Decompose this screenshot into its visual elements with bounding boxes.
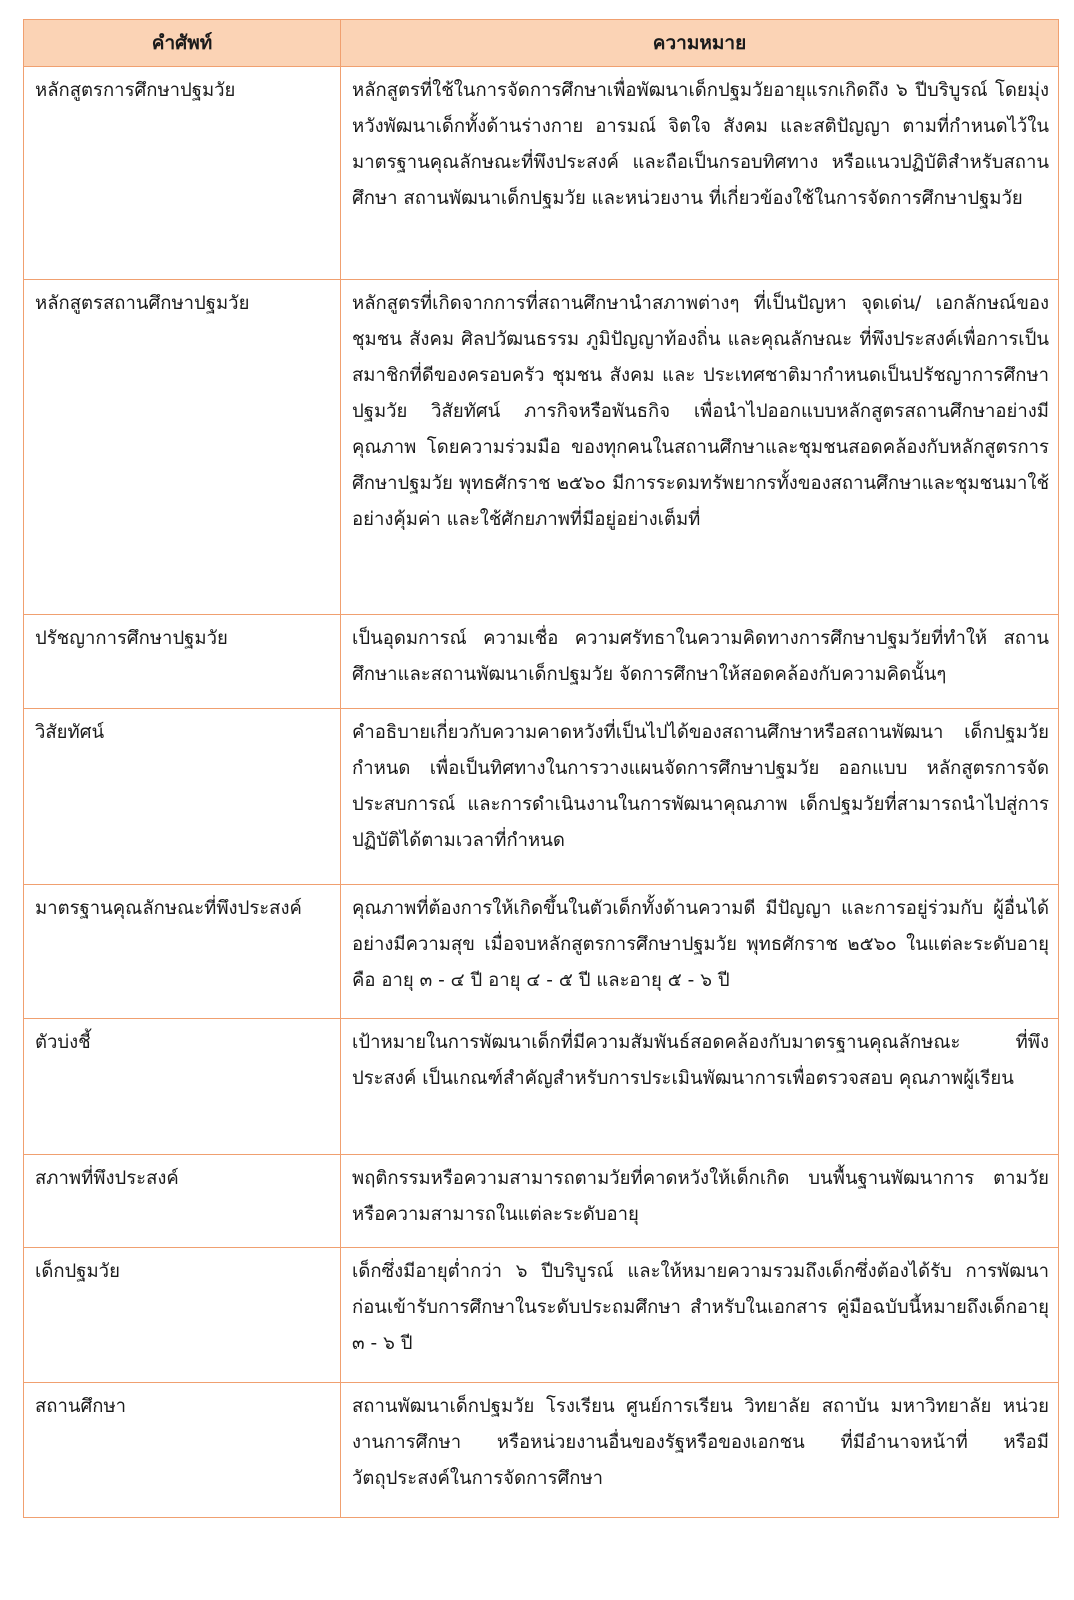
table-row	[24, 885, 1059, 1019]
term-cell: ตัวบ่งชี้	[24, 1019, 341, 1155]
table-header	[24, 20, 1059, 67]
definition-cell: หลักสูตรที่ใช้ในการจัดการศึกษาเพื่อพัฒนาเด็กปฐมวัยอายุแรกเกิดถึง ๖ ปีบริบูรณ์ โดยมุ่งหวังพัฒนาเด็กทั้งด้านร่างกาย อารมณ์ จิตใจ สังคม และสติปัญญา ตามที่กำหนดไว้ในมาตรฐานคุณลักษณะที่พึงประสงค์ และถือเป็นกรอบทิศทาง หรือแนวปฏิบัติสำหรับสถานศึกษา สถานพัฒนาเด็กปฐมวัย และหน่วยงาน ที่เกี่ยวข้องใช้ในการจัดการศึกษาปฐมวัย	[341, 67, 1059, 280]
table-row	[24, 1155, 1059, 1248]
table-row	[24, 615, 1059, 709]
table-row	[24, 1248, 1059, 1383]
term-cell: มาตรฐานคุณลักษณะที่พึงประสงค์	[24, 885, 341, 1019]
definition-cell: คำอธิบายเกี่ยวกับความคาดหวังที่เป็นไปได้ของสถานศึกษาหรือสถานพัฒนา เด็กปฐมวัยกำหนด เพื่อเป็นทิศทางในการวางแผนจัดการศึกษาปฐมวัย ออกแบบ หลักสูตรการจัดประสบการณ์ และการดำเนินงานในการพัฒนาคุณภาพ เด็กปฐมวัยที่สามารถนำไปสู่การปฏิบัติได้ตามเวลาที่กำหนด	[341, 709, 1059, 885]
term-column-header: คำศัพท์	[24, 20, 341, 67]
definition-column-header: ความหมาย	[341, 20, 1059, 67]
term-cell: เด็กปฐมวัย	[24, 1248, 341, 1383]
term-cell: วิสัยทัศน์	[24, 709, 341, 885]
table-row	[24, 67, 1059, 280]
definition-cell: คุณภาพที่ต้องการให้เกิดขึ้นในตัวเด็กทั้งด้านความดี มีปัญญา และการอยู่ร่วมกับ ผู้อื่นได้อย่างมีความสุข เมื่อจบหลักสูตรการศึกษาปฐมวัย พุทธศักราช ๒๕๖๐ ในแต่ละระดับอายุ คือ อายุ ๓ - ๔ ปี อายุ ๔ - ๕ ปี และอายุ ๕ - ๖ ปี	[341, 885, 1059, 1019]
glossary-table	[23, 19, 1059, 1518]
definition-cell: หลักสูตรที่เกิดจากการที่สถานศึกษานำสภาพต่างๆ ที่เป็นปัญหา จุดเด่น/ เอกลักษณ์ของชุมชน สังคม ศิลปวัฒนธรรม ภูมิปัญญาท้องถิ่น และคุณลักษณะ ที่พึงประสงค์เพื่อการเป็นสมาชิกที่ดีของครอบครัว ชุมชน สังคม และ ประเทศชาติมากำหนดเป็นปรัชญาการศึกษาปฐมวัย วิสัยทัศน์ ภารกิจหรือพันธกิจ เพื่อนำไปออกแบบหลักสูตรสถานศึกษาอย่างมีคุณภาพ โดยความร่วมมือ ของทุกคนในสถานศึกษาและชุมชนสอดคล้องกับหลักสูตรการศึกษาปฐมวัย พุทธศักราช ๒๕๖๐ มีการระดมทรัพยากรทั้งของสถานศึกษาและชุมชนมาใช้ อย่างคุ้มค่า และใช้ศักยภาพที่มีอยู่อย่างเต็มที่	[341, 280, 1059, 615]
definition-cell: เด็กซึ่งมีอายุต่ำกว่า ๖ ปีบริบูรณ์ และให้หมายความรวมถึงเด็กซึ่งต้องได้รับ การพัฒนาก่อนเข้ารับการศึกษาในระดับประถมศึกษา สำหรับในเอกสาร คู่มือฉบับนี้หมายถึงเด็กอายุ ๓ - ๖ ปี	[341, 1248, 1059, 1383]
definition-cell: พฤติกรรมหรือความสามารถตามวัยที่คาดหวังให้เด็กเกิด บนพื้นฐานพัฒนาการ ตามวัยหรือความสามารถในแต่ละระดับอายุ	[341, 1155, 1059, 1248]
term-cell: สถานศึกษา	[24, 1383, 341, 1518]
term-cell: สภาพที่พึงประสงค์	[24, 1155, 341, 1248]
table-row	[24, 709, 1059, 885]
header-row	[24, 20, 1059, 67]
table-row	[24, 280, 1059, 615]
definition-cell: เป็นอุดมการณ์ ความเชื่อ ความศรัทธาในความคิดทางการศึกษาปฐมวัยที่ทำให้ สถานศึกษาและสถานพัฒนาเด็กปฐมวัย จัดการศึกษาให้สอดคล้องกับความคิดนั้นๆ	[341, 615, 1059, 709]
definition-cell: สถานพัฒนาเด็กปฐมวัย โรงเรียน ศูนย์การเรียน วิทยาลัย สถาบัน มหาวิทยาลัย หน่วยงานการศึกษา หรือหน่วยงานอื่นของรัฐหรือของเอกชน ที่มีอำนาจหน้าที่ หรือมีวัตถุประสงค์ในการจัดการศึกษา	[341, 1383, 1059, 1518]
term-cell: หลักสูตรการศึกษาปฐมวัย	[24, 67, 341, 280]
term-cell: ปรัชญาการศึกษาปฐมวัย	[24, 615, 341, 709]
definition-cell: เป้าหมายในการพัฒนาเด็กที่มีความสัมพันธ์สอดคล้องกับมาตรฐานคุณลักษณะ ที่พึงประสงค์ เป็นเกณฑ์สำคัญสำหรับการประเมินพัฒนาการเพื่อตรวจสอบ คุณภาพผู้เรียน	[341, 1019, 1059, 1155]
term-cell: หลักสูตรสถานศึกษาปฐมวัย	[24, 280, 341, 615]
table-body	[24, 67, 1059, 1518]
table-row	[24, 1383, 1059, 1518]
table-row	[24, 1019, 1059, 1155]
